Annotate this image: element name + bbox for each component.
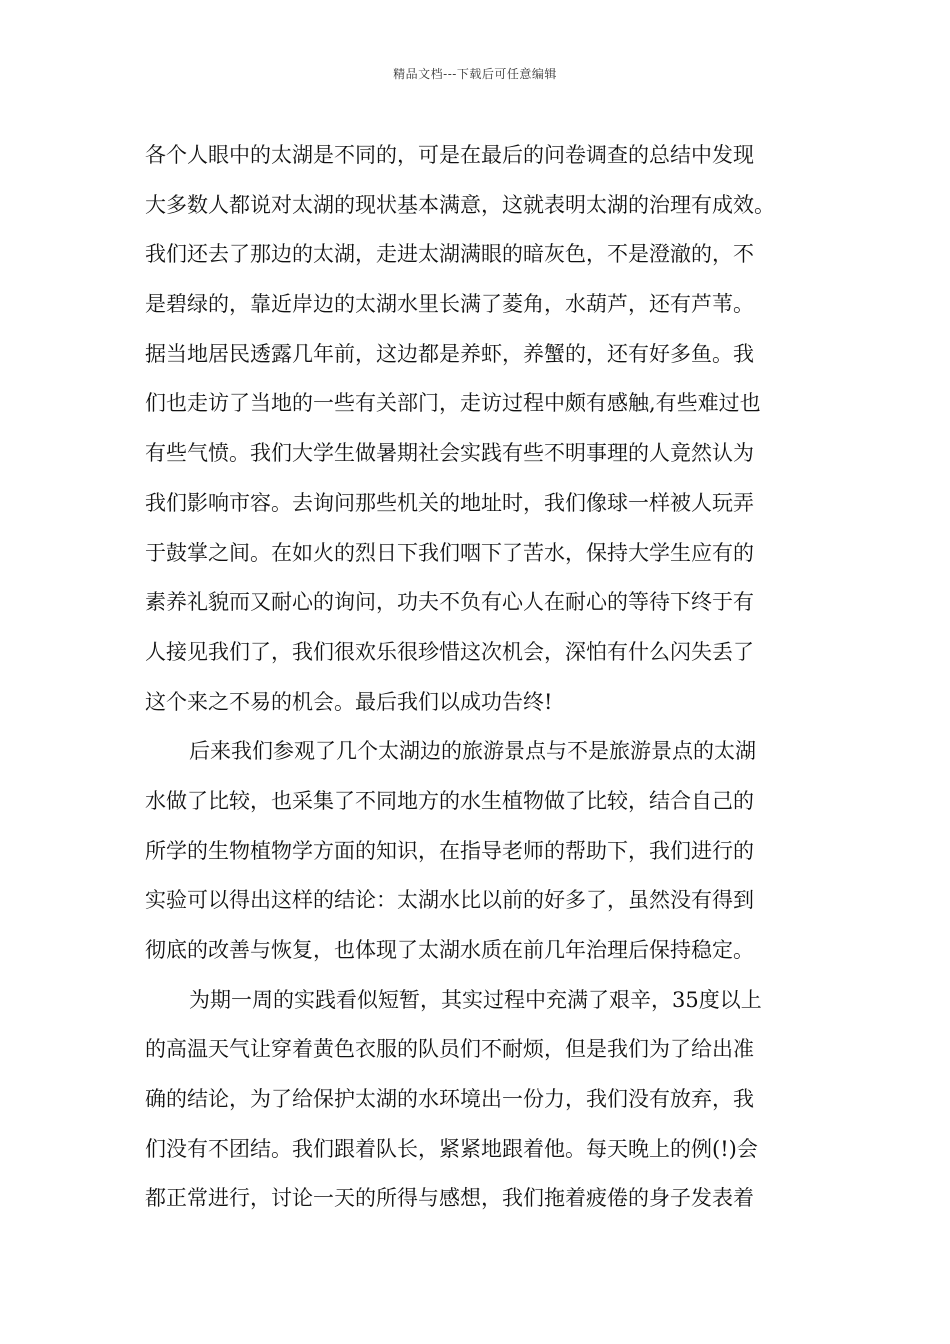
text-line: 大多数人都说对太湖的现状基本满意，这就表明太湖的治理有成效。 <box>145 192 775 217</box>
document-body <box>145 131 815 1224</box>
text-line: 确的结论，为了给保护太湖的水环境出一份力，我们没有放弃，我 <box>145 1087 754 1112</box>
text-line: 们也走访了当地的一些有关部门，走访过程中颇有感触,有些难过也 <box>145 391 761 416</box>
text-line: 素养礼貌而又耐心的询问，功夫不负有心人在耐心的等待下终于有 <box>145 590 754 615</box>
text-line: 彻底的改善与恢复，也体现了太湖水质在前几年治理后保持稳定。 <box>145 938 754 962</box>
text-line: 我们影响市容。去询问那些机关的地址时，我们像球一样被人玩弄 <box>145 490 754 515</box>
text-line: 这个来之不易的机会。最后我们以成功告终! <box>145 689 553 714</box>
paragraph-start-line: 后来我们参观了几个太湖边的旅游景点与不是旅游景点的太湖 <box>189 739 756 764</box>
page-header: 精品文档---下载后可任意编辑 <box>393 67 557 81</box>
text-line: 所学的生物植物学方面的知识，在指导老师的帮助下，我们进行的 <box>145 838 754 863</box>
text-line: 都正常进行，讨论一天的所得与感想，我们拖着疲倦的身子发表着 <box>145 1186 754 1211</box>
text-line: 的高温天气让穿着黄色衣服的队员们不耐烦，但是我们为了给出准 <box>145 1037 754 1062</box>
text-line: 于鼓掌之间。在如火的烈日下我们咽下了苦水，保持大学生应有的 <box>145 540 754 565</box>
text-line: 各个人眼中的太湖是不同的，可是在最后的问卷调查的总结中发现 <box>145 143 754 167</box>
text-line: 人接见我们了，我们很欢乐很珍惜这次机会，深怕有什么闪失丢了 <box>145 639 754 664</box>
text-line: 我们还去了那边的太湖，走进太湖满眼的暗灰色，不是澄澈的，不 <box>145 242 754 267</box>
text-line: 据当地居民透露几年前，这边都是养虾，养蟹的，还有好多鱼。我 <box>145 341 754 366</box>
text-line: 们没有不团结。我们跟着队长，紧紧地跟着他。每天晚上的例(!)会 <box>145 1136 758 1161</box>
paragraph-start-line: 为期一周的实践看似短暂，其实过程中充满了艰辛，35度以上 <box>189 987 762 1012</box>
text-line: 是碧绿的，靠近岸边的太湖水里长满了菱角，水葫芦，还有芦苇。 <box>145 292 754 317</box>
text-line: 实验可以得出这样的结论：太湖水比以前的好多了，虽然没有得到 <box>145 888 754 913</box>
text-line: 水做了比较，也采集了不同地方的水生植物做了比较，结合自己的 <box>145 788 754 813</box>
text-line: 有些气愤。我们大学生做暑期社会实践有些不明事理的人竟然认为 <box>145 441 754 466</box>
